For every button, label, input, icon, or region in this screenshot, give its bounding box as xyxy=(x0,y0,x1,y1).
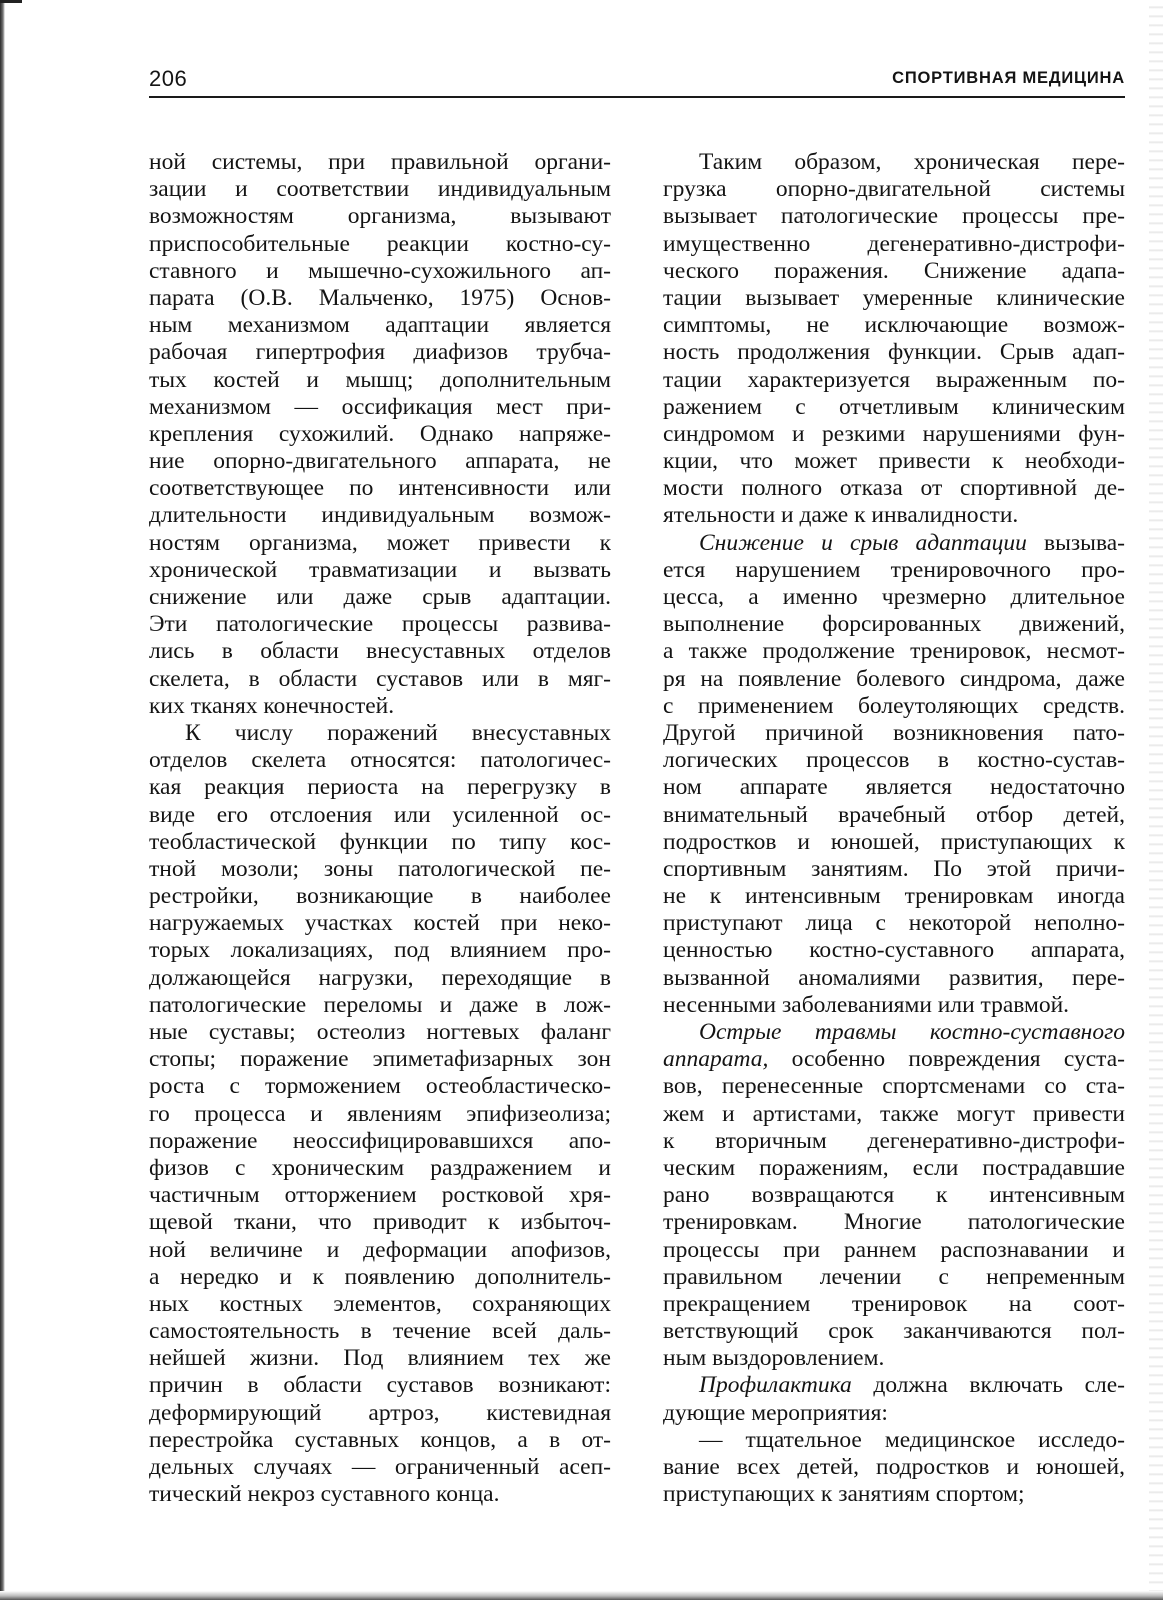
line-text: механизмом — оссификация мест при- xyxy=(149,393,611,420)
text-line xyxy=(663,312,1125,339)
text-line xyxy=(149,1291,611,1318)
italic-term: Острые травмы костно-суставного xyxy=(699,1019,1125,1045)
text-line xyxy=(663,1481,1125,1508)
text-line xyxy=(149,883,611,910)
line-text: вызывает патологические процессы пре- xyxy=(663,203,1125,230)
text-line xyxy=(149,693,611,720)
text-line xyxy=(149,1182,611,1209)
scan-shadow-left xyxy=(0,0,5,1600)
text-line xyxy=(663,1019,1125,1046)
text-line xyxy=(149,339,611,366)
line-text: ценностью костно-суставного аппарата, xyxy=(663,937,1125,964)
line-text: поражение неоссифицировавшихся апо- xyxy=(149,1127,611,1154)
line-text: крепления сухожилий. Однако напряже- xyxy=(149,420,611,447)
line-text: — тщательное медицинское исследо- xyxy=(699,1426,1125,1453)
line-text: патологические переломы и даже в лож- xyxy=(149,991,611,1018)
text-line xyxy=(663,910,1125,937)
line-text: тации характеризуется выраженным по- xyxy=(663,366,1125,393)
line-text: правильном лечении с непременным xyxy=(663,1263,1125,1290)
line-text: ном аппарате является недостаточно xyxy=(663,774,1125,801)
line-text: нейшей жизни. Под влиянием тех же xyxy=(149,1345,611,1372)
text-line xyxy=(149,1264,611,1291)
text-line xyxy=(149,1400,611,1427)
text-line xyxy=(149,1372,611,1399)
line-text: самостоятельность в течение всей даль- xyxy=(149,1318,611,1345)
text-line xyxy=(149,829,611,856)
text-line xyxy=(663,1182,1125,1209)
line-text: снижение или даже срыв адаптации. xyxy=(149,584,611,610)
text-line xyxy=(149,1427,611,1454)
text-line xyxy=(663,149,1125,176)
text-line xyxy=(663,502,1125,529)
line-text: к вторичным дегенеративно-дистрофи- xyxy=(663,1127,1125,1154)
text-line xyxy=(663,802,1125,829)
line-text: симптомы, не исключающие возмож- xyxy=(663,312,1125,339)
left-text-column xyxy=(149,149,611,1508)
line-text: нагружаемых участках костей при неко- xyxy=(149,910,611,937)
line-text: а нередко и к появлению дополнитель- xyxy=(149,1263,611,1290)
line-text: процессы при раннем распознавании и xyxy=(663,1236,1125,1263)
line-text: тический некроз суставного конца. xyxy=(149,1481,500,1508)
line-text: цесса, а именно чрезмерно длительное xyxy=(663,584,1125,610)
line-text: щевой ткани, что приводит к избыточ- xyxy=(149,1209,611,1236)
line-text: внимательный врачебный отбор детей, xyxy=(663,801,1125,828)
line-text: грузка опорно-двигательной системы xyxy=(663,176,1125,203)
text-line xyxy=(663,285,1125,312)
line-text: ких тканях конечностей. xyxy=(149,692,395,719)
line-text: синдромом и резкими нарушениями фун- xyxy=(663,420,1125,447)
text-line xyxy=(663,367,1125,394)
line-text: причин в области суставов возникают: xyxy=(149,1372,611,1399)
text-line xyxy=(149,394,611,421)
text-line xyxy=(149,937,611,964)
line-text: ной величине и деформации апофизов, xyxy=(149,1236,611,1263)
line-text: несенными заболеваниями или травмой. xyxy=(663,991,1070,1018)
text-line xyxy=(149,285,611,312)
text-line xyxy=(149,992,611,1019)
text-line xyxy=(663,856,1125,883)
line-text: зации и соответствии индивидуальным xyxy=(149,176,611,203)
line-text: ние опорно-двигательного аппарата, не xyxy=(149,448,611,475)
line-text: с применением болеутоляющих средств. xyxy=(663,692,1125,719)
right-text-column xyxy=(663,149,1125,1508)
text-line xyxy=(149,203,611,230)
line-text: ется нарушением тренировочного про- xyxy=(663,556,1125,583)
line-text: должна включать сле- xyxy=(851,1372,1125,1399)
line-text: ческого поражения. Снижение адапа- xyxy=(663,257,1125,284)
line-text: физов с хроническим раздражением и xyxy=(149,1154,611,1181)
text-line xyxy=(149,530,611,557)
line-text: ной системы, при правильной органи- xyxy=(149,149,611,175)
line-text: го процесса и явлениям эпифизеолиза; xyxy=(149,1100,611,1127)
line-text: приспособительные реакции костно-су- xyxy=(149,230,611,257)
line-text: не к интенсивным тренировкам иногда xyxy=(663,883,1125,910)
text-line xyxy=(149,910,611,937)
text-line xyxy=(149,1101,611,1128)
text-line xyxy=(149,475,611,502)
line-text: ражением с отчетливым клиническим xyxy=(663,393,1125,420)
line-text: логических процессов в костно-сустав- xyxy=(663,747,1125,774)
line-text: деформирующий артроз, кистевидная xyxy=(149,1399,611,1426)
text-line xyxy=(149,1454,611,1481)
line-text: виде его отслоения или усиленной ос- xyxy=(149,801,611,828)
line-text: К числу поражений внесуставных xyxy=(185,719,611,746)
text-line xyxy=(663,666,1125,693)
text-line xyxy=(663,1318,1125,1345)
text-line xyxy=(663,937,1125,964)
text-line xyxy=(663,829,1125,856)
line-text: вызыва- xyxy=(1026,529,1125,556)
text-line xyxy=(149,720,611,747)
text-line xyxy=(149,1128,611,1155)
text-line xyxy=(663,747,1125,774)
text-line xyxy=(149,638,611,665)
line-text: подростков и юношей, приступающих к xyxy=(663,828,1125,855)
line-text: отделов скелета относятся: патологичес- xyxy=(149,747,611,774)
line-text: жем и артистами, также могут привести xyxy=(663,1100,1125,1127)
line-text: приступают лица с некоторой неполно- xyxy=(663,910,1125,937)
scan-shadow-right xyxy=(1149,0,1163,1600)
text-line xyxy=(663,693,1125,720)
text-line xyxy=(663,584,1125,611)
line-text: рано возвращаются к интенсивным xyxy=(663,1182,1125,1209)
text-line xyxy=(149,611,611,638)
text-line xyxy=(663,203,1125,230)
scan-corner-mark xyxy=(0,0,22,3)
text-line xyxy=(663,883,1125,910)
text-line xyxy=(663,1073,1125,1100)
line-text: рестройки, возникающие в наиболее xyxy=(149,883,611,910)
text-line xyxy=(663,1155,1125,1182)
text-line xyxy=(663,231,1125,258)
line-text: вание всех детей, подростков и юношей, xyxy=(663,1454,1125,1480)
text-line xyxy=(149,448,611,475)
line-text: ятельности и даже к инвалидности. xyxy=(663,502,1019,529)
text-line xyxy=(149,1155,611,1182)
text-line xyxy=(663,720,1125,747)
text-line xyxy=(149,747,611,774)
text-line xyxy=(663,421,1125,448)
line-text: перестройка суставных концов, а в от- xyxy=(149,1426,611,1453)
text-line xyxy=(663,611,1125,638)
line-text: ных костных элементов, сохраняющих xyxy=(149,1290,611,1317)
text-line xyxy=(149,149,611,176)
line-text: приступающих к занятиям спортом; xyxy=(663,1481,1025,1508)
text-line xyxy=(663,448,1125,475)
italic-term: Снижение и срыв адаптации xyxy=(699,529,1027,556)
text-line xyxy=(663,176,1125,203)
text-line xyxy=(149,584,611,611)
text-line xyxy=(149,1019,611,1046)
text-line xyxy=(149,1345,611,1372)
line-text: выполнение форсированных движений, xyxy=(663,611,1125,638)
line-text: ческим поражениям, если пострадавшие xyxy=(663,1154,1125,1181)
line-text: ные суставы; остеолиз ногтевых фаланг xyxy=(149,1019,611,1045)
line-text: торых локализациях, под влиянием про- xyxy=(149,937,611,964)
line-text: ностям организма, может привести к xyxy=(149,529,611,556)
text-line xyxy=(663,1427,1125,1454)
text-line xyxy=(149,1318,611,1345)
line-text: дельных случаях — ограниченный асеп- xyxy=(149,1454,611,1480)
line-text: вов, перенесенные спортсменами со ста- xyxy=(663,1073,1125,1100)
line-text: имущественно дегенеративно-дистрофи- xyxy=(663,230,1125,257)
italic-term: Профилактика xyxy=(699,1372,852,1399)
line-text: ность продолжения функции. Срыв адап- xyxy=(663,339,1125,366)
text-line xyxy=(663,1291,1125,1318)
text-line xyxy=(663,1237,1125,1264)
text-line xyxy=(663,530,1125,557)
text-line xyxy=(663,339,1125,366)
line-text: вызванной аномалиями развития, пере- xyxy=(663,964,1125,991)
line-text: рабочая гипертрофия диафизов трубча- xyxy=(149,339,611,366)
text-line xyxy=(149,502,611,529)
text-line xyxy=(663,1454,1125,1481)
text-line xyxy=(663,557,1125,584)
text-line xyxy=(663,1372,1125,1399)
line-text: дующие мероприятия: xyxy=(663,1399,888,1426)
text-line xyxy=(663,1400,1125,1427)
text-line xyxy=(149,965,611,992)
text-line xyxy=(663,774,1125,801)
text-line xyxy=(149,666,611,693)
page-number: 206 xyxy=(149,66,188,91)
line-text: ным выздоровлением. xyxy=(663,1345,885,1372)
text-line xyxy=(149,557,611,584)
line-text: хронической травматизации и вызвать xyxy=(149,556,611,583)
text-line xyxy=(663,1264,1125,1291)
line-text: тых костей и мышц; дополнительным xyxy=(149,366,611,393)
line-text: ря на появление болевого синдрома, даже xyxy=(663,665,1125,692)
text-line xyxy=(149,1481,611,1508)
italic-term: аппарата, xyxy=(663,1046,769,1073)
text-line xyxy=(149,421,611,448)
line-text: особенно повреждения суста- xyxy=(768,1046,1125,1073)
line-text: частичным отторжением ростковой хря- xyxy=(149,1182,611,1209)
text-line xyxy=(149,1209,611,1236)
line-text: должающейся нагрузки, переходящие в xyxy=(149,964,611,991)
line-text: прекращением тренировок на соот- xyxy=(663,1290,1125,1317)
line-text: стопы; поражение эпиметафизарных зон xyxy=(149,1046,611,1073)
text-line xyxy=(149,312,611,339)
line-text: мости полного отказа от спортивной де- xyxy=(663,475,1125,502)
text-line xyxy=(663,394,1125,421)
line-text: кая реакция периоста на перегрузку в xyxy=(149,774,611,801)
text-line xyxy=(663,1046,1125,1073)
text-line xyxy=(663,965,1125,992)
line-text: скелета, в области суставов или в мяг- xyxy=(149,665,611,692)
line-text: ставного и мышечно-сухожильного ап- xyxy=(149,257,611,284)
line-text: а также продолжение тренировок, несмот- xyxy=(663,638,1125,665)
text-line xyxy=(663,1101,1125,1128)
line-text: Эти патологические процессы развива- xyxy=(149,611,611,638)
text-line xyxy=(149,774,611,801)
page-header xyxy=(149,60,1125,98)
text-line xyxy=(149,1046,611,1073)
line-text: соответствующее по интенсивности или xyxy=(149,475,611,502)
scan-shadow-bottom xyxy=(0,1591,1163,1600)
line-text: ветствующий срок заканчиваются пол- xyxy=(663,1318,1125,1345)
line-text: Таким образом, хроническая пере- xyxy=(699,149,1125,175)
line-text: тренировкам. Многие патологические xyxy=(663,1209,1125,1236)
running-title: СПОРТИВНАЯ МЕДИЦИНА xyxy=(892,69,1125,87)
line-text: возможностям организма, вызывают xyxy=(149,203,611,230)
text-line xyxy=(149,1073,611,1100)
line-text: Другой причиной возникновения пато- xyxy=(663,719,1125,746)
line-text: ным механизмом адаптации является xyxy=(149,312,611,339)
line-text: длительности индивидуальным возмож- xyxy=(149,502,611,529)
line-text: парата (О.В. Мальченко, 1975) Основ- xyxy=(149,284,611,311)
text-line xyxy=(663,1128,1125,1155)
text-line xyxy=(663,638,1125,665)
line-text: тации вызывает умеренные клинические xyxy=(663,284,1125,311)
text-line xyxy=(149,367,611,394)
line-text: тной мозоли; зоны патологической пе- xyxy=(149,855,611,882)
text-line xyxy=(149,802,611,829)
line-text: кции, что может привести к необходи- xyxy=(663,448,1125,475)
line-text: теобластической функции по типу кос- xyxy=(149,828,611,855)
text-line xyxy=(149,856,611,883)
text-line xyxy=(149,231,611,258)
line-text: роста с торможением остеобластическо- xyxy=(149,1073,611,1100)
text-line xyxy=(663,258,1125,285)
line-text: лись в области внесуставных отделов xyxy=(149,638,611,665)
text-line xyxy=(149,176,611,203)
text-line xyxy=(149,1237,611,1264)
text-line xyxy=(663,1209,1125,1236)
text-line xyxy=(663,992,1125,1019)
text-line xyxy=(663,475,1125,502)
line-text: спортивным занятиям. По этой причи- xyxy=(663,855,1125,882)
text-line xyxy=(663,1345,1125,1372)
text-line xyxy=(149,258,611,285)
